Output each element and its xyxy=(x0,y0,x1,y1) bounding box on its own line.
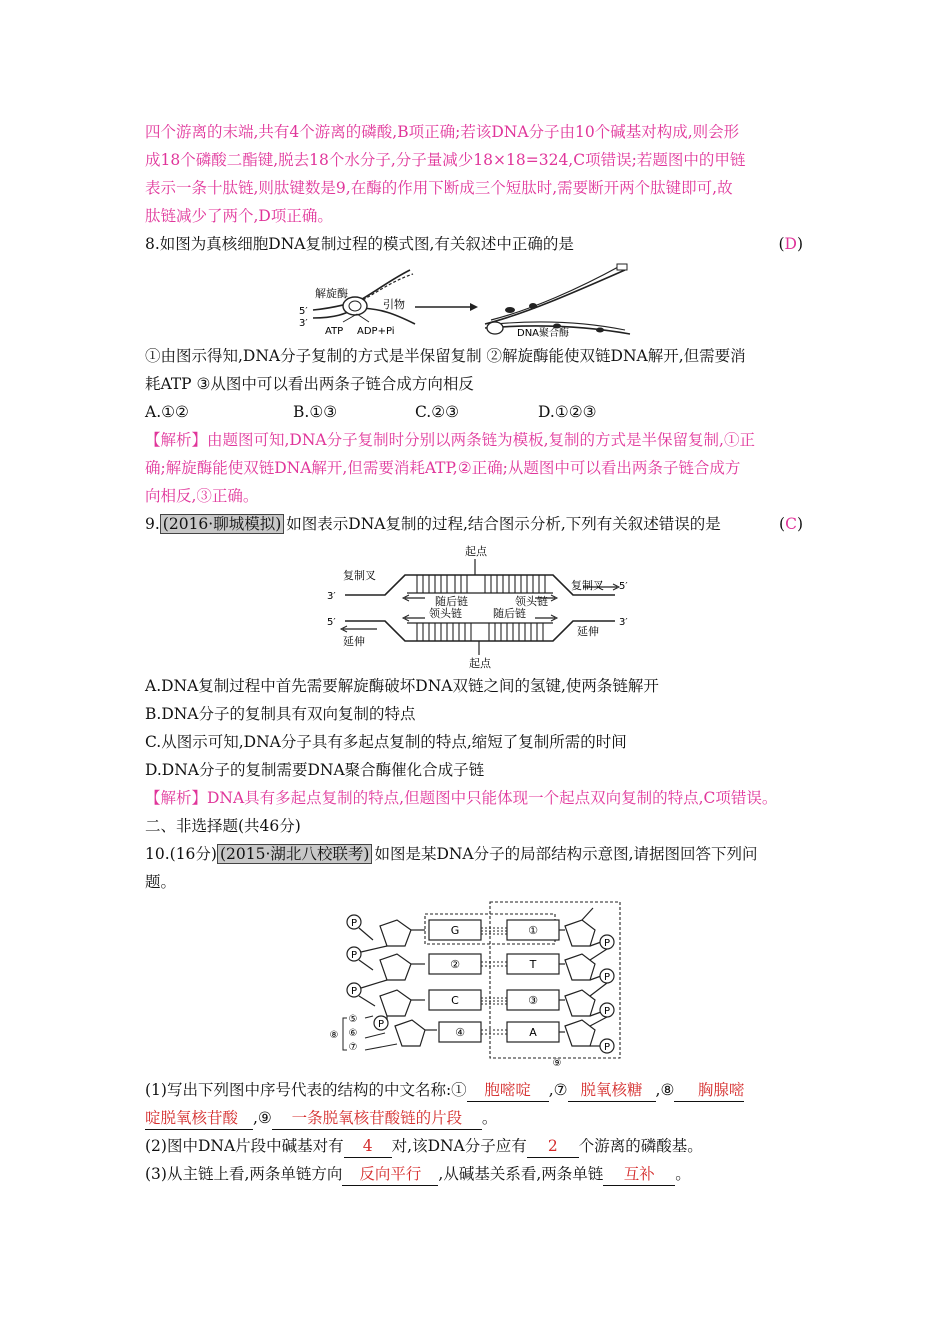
base-a-label: A xyxy=(529,1026,537,1039)
label-7: ⑦ xyxy=(348,1042,358,1053)
q8-answer: (D) xyxy=(778,235,803,253)
q10-dna-structure-figure xyxy=(325,898,625,1070)
prev-explanation-line-4: 肽链减少了两个,D项正确。 xyxy=(145,207,333,225)
base-t-label: T xyxy=(529,958,537,971)
phosphate-label-4: P xyxy=(377,1019,385,1030)
q9-bidirectional-replication-figure xyxy=(325,543,635,669)
q8-statement-2: 耗ATP ③从图中可以看出两条子链合成方向相反 xyxy=(145,375,474,393)
q10-part-1-line-1: (1)写出下列图中序号代表的结构的中文名称:① 胞嘧啶 ,⑦ 脱氧核糖 ,⑧ 胸腺嘧 xyxy=(145,1079,744,1102)
origin-top-label: 起点 xyxy=(465,545,487,558)
label-8: ⑧ xyxy=(329,1030,339,1041)
label-9: ⑨ xyxy=(552,1058,562,1069)
answer-blank-9: 一条脱氧核苷酸链的片段 xyxy=(272,1107,482,1130)
base-g-label: G xyxy=(450,924,460,937)
answer-blank-pairs: 4 xyxy=(344,1135,392,1158)
right-five-prime: 5′ xyxy=(619,581,628,592)
q8-option-b: B.①③ xyxy=(293,403,338,421)
phosphate-label-7: P xyxy=(603,1006,611,1017)
q10-part-2: (2)图中DNA片段中碱基对有 4 对,该DNA分子应有 2 个游离的磷酸基。 xyxy=(145,1135,703,1158)
phosphate-label-5: P xyxy=(603,938,611,949)
phosphate-label-6: P xyxy=(603,972,611,983)
answer-blank-8-part2: 啶脱氧核苷酸 xyxy=(145,1107,253,1130)
origin-bottom-label: 起点 xyxy=(469,657,491,669)
right-three-prime: 3′ xyxy=(619,617,628,628)
answer-blank-direction: 反向平行 xyxy=(342,1163,438,1186)
q10-part-1-line-2: 啶脱氧核苷酸 ,⑨ 一条脱氧核苷酸链的片段 。 xyxy=(145,1107,497,1130)
q10-stem: 10.(16分) (2015·湖北八校联考) 如图是某DNA分子的局部结构示意图,请据图回答下列问 xyxy=(145,845,758,863)
answer-blank-1: 胞嘧啶 xyxy=(467,1079,549,1102)
lagging-strand-label-1: 随后链 xyxy=(435,595,468,608)
helicase-label: 解旋酶 xyxy=(315,287,348,300)
polymerase-label: DNA聚合酶 xyxy=(517,328,570,339)
q9-explanation: 【解析】DNA具有多起点复制的特点,但题图中只能体现一个起点双向复制的特点,C项错误。 xyxy=(145,789,778,807)
base-4-label: ④ xyxy=(455,1026,465,1039)
q10-part-3: (3)从主链上看,两条单链方向 反向平行 ,从碱基关系看,两条单链 互补 。 xyxy=(145,1163,691,1186)
prev-explanation-line-3: 表示一条十肽链,则肽键数是9,在酶的作用下断成三个短肽时,需要断开两个肽键即可,故 xyxy=(145,179,733,197)
base-c-label: C xyxy=(451,994,459,1007)
answer-blank-relation: 互补 xyxy=(603,1163,675,1186)
q8-statement-1: ①由图示得知,DNA分子复制的方式是半保留复制 ②解旋酶能使双链DNA解开,但需要消 xyxy=(145,347,746,365)
q9-source-tag: (2016·聊城模拟) xyxy=(160,514,284,534)
phosphate-label-8: P xyxy=(603,1042,611,1053)
q8-option-c: C.②③ xyxy=(415,403,460,421)
extend-left-label: 延伸 xyxy=(343,635,365,648)
adp-label: ADP+Pi xyxy=(357,326,395,337)
five-prime-label: 5′ xyxy=(299,306,308,317)
answer-blank-7: 脱氧核糖 xyxy=(568,1079,656,1102)
left-five-prime: 5′ xyxy=(327,617,336,628)
base-1-label: ① xyxy=(528,924,538,937)
answer-blank-8-part1: 胸腺嘧 xyxy=(674,1079,744,1102)
q8-replication-figure xyxy=(295,262,635,342)
label-5: ⑤ xyxy=(348,1014,358,1025)
q9-stem: 9. (2016·聊城模拟) 如图表示DNA复制的过程,结合图示分析,下列有关叙述错误的是 xyxy=(145,515,721,533)
prev-explanation-line-2: 成18个磷酸二酯键,脱去18个水分子,分子量减少18×18=324,C项错误;若题图中的甲链 xyxy=(145,151,746,169)
q9-answer: (C) xyxy=(779,515,803,533)
q9-option-d: D.DNA分子的复制需要DNA聚合酶催化合成子链 xyxy=(145,761,485,779)
q10-stem-cont: 题。 xyxy=(145,873,177,891)
section-2-heading: 二、非选择题(共46分) xyxy=(145,817,301,835)
atp-label: ATP xyxy=(325,326,344,337)
phosphate-label-2: P xyxy=(350,950,358,961)
q9-option-a: A.DNA复制过程中首先需要解旋酶破坏DNA双链之间的氢键,使两条链解开 xyxy=(145,677,659,695)
q9-option-c: C.从图示可知,DNA分子具有多起点复制的特点,缩短了复制所需的时间 xyxy=(145,733,627,751)
left-three-prime: 3′ xyxy=(327,591,336,602)
q8-explanation-2: 确;解旋酶能使双链DNA解开,但需要消耗ATP,②正确;从题图中可以看出两条子链合成方 xyxy=(145,459,741,477)
fork-right-label: 复制叉 xyxy=(571,579,604,592)
prev-explanation-line-1: 四个游离的末端,共有4个游离的磷酸,B项正确;若该DNA分子由10个碱基对构成,则会形 xyxy=(145,123,740,141)
fork-left-label: 复制叉 xyxy=(343,569,376,582)
q8-option-d: D.①②③ xyxy=(538,403,597,421)
label-6: ⑥ xyxy=(348,1028,358,1039)
base-3-label: ③ xyxy=(528,994,538,1007)
leading-strand-label-1: 领头链 xyxy=(515,595,548,608)
q8-explanation-3: 向相反,③正确。 xyxy=(145,487,259,505)
leading-strand-label-2: 领头链 xyxy=(429,607,462,620)
q9-option-b: B.DNA分子的复制具有双向复制的特点 xyxy=(145,705,416,723)
base-2-label: ② xyxy=(450,958,460,971)
q8-option-a: A.①② xyxy=(145,403,189,421)
lagging-strand-label-2: 随后链 xyxy=(493,607,526,620)
primer-label: 引物 xyxy=(383,298,405,311)
q8-explanation-1: 【解析】由题图可知,DNA分子复制时分别以两条链为模板,复制的方式是半保留复制,①正 xyxy=(145,431,755,449)
three-prime-label: 3′ xyxy=(299,318,308,329)
phosphate-label-3: P xyxy=(350,986,358,997)
q8-stem: 8.如图为真核细胞DNA复制过程的模式图,有关叙述中正确的是 xyxy=(145,235,574,253)
extend-right-label: 延伸 xyxy=(577,625,599,638)
answer-blank-phosphate: 2 xyxy=(527,1135,579,1158)
phosphate-label-1: P xyxy=(350,918,358,929)
q10-source-tag: (2015·湖北八校联考) xyxy=(217,844,372,864)
